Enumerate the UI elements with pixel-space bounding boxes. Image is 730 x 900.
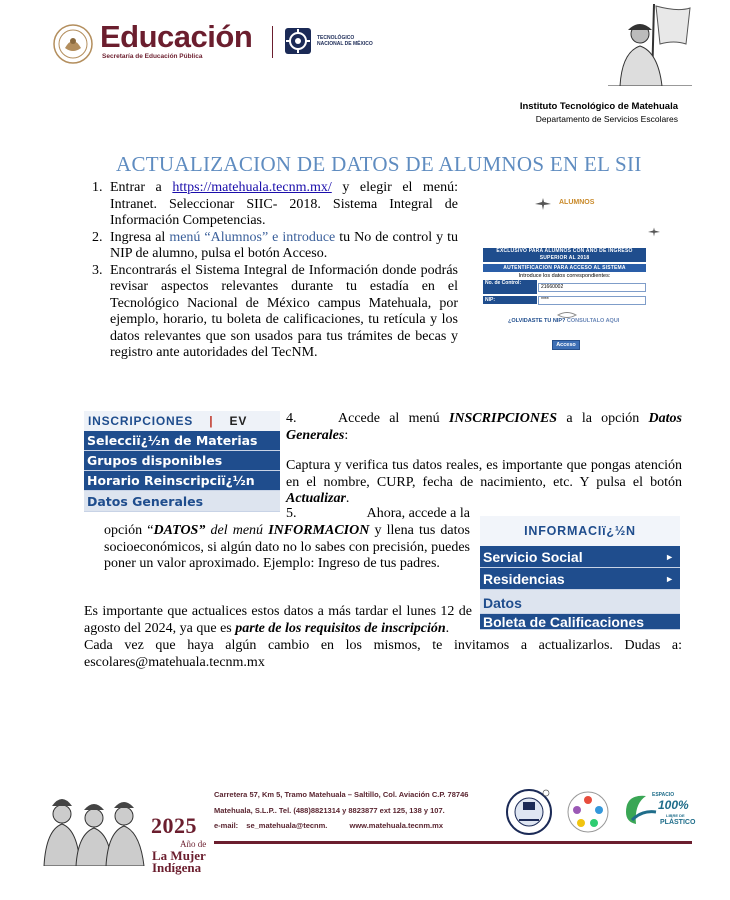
step-4-inscripciones: INSCRIPCIONES — [448, 411, 558, 426]
year-2025: 2025 — [151, 813, 197, 838]
step-4-detail — [286, 458, 682, 508]
closing-paragraph-1 — [84, 604, 472, 637]
eagle-icon — [535, 197, 551, 209]
informacion-menu-screenshot — [480, 516, 680, 630]
espacio-sub2: PLÁSTICO — [660, 819, 696, 826]
step-1-text-b: y elegir el menú: Intranet. Seleccionar SIIC- 2018. Sistema Integral de Información Competencias. — [110, 180, 459, 228]
step-4-text-c: a la opción — [557, 411, 649, 426]
inscripciones-menu-title[interactable]: INSCRIPCIONES — [88, 414, 194, 428]
year-caption-1: Año de — [180, 839, 207, 849]
step-5-text-d: del menú — [205, 523, 269, 538]
step-4-text-a: Accede al menú — [338, 411, 449, 426]
acceso-button[interactable]: Acceso — [552, 340, 580, 350]
forgot-nip-link[interactable]: CONSULTALO AQUI — [566, 318, 620, 324]
footer-address — [214, 789, 514, 832]
espacio-pct: 100% — [658, 798, 689, 812]
step-5-informacion: INFORMACION — [268, 523, 370, 538]
footer-email-label: e-mail: — [214, 821, 239, 830]
tec-seal-icon — [505, 788, 553, 836]
nip-label: NIP: — [483, 296, 537, 304]
espacio-label: ESPACIO — [652, 792, 675, 798]
step-4-number: 4. — [286, 411, 297, 426]
heroine-illustration-icon — [608, 4, 692, 86]
step-2-text-a: Ingresa al — [110, 229, 170, 245]
tecnm-name-line1: TECNOLÓGICO — [317, 35, 355, 41]
step-5-body — [104, 523, 470, 573]
indigenous-women-illustration-icon — [40, 790, 148, 866]
footer-contact — [214, 820, 514, 832]
nip-input[interactable]: **** — [538, 296, 646, 305]
alumnos-login-screenshot — [478, 190, 663, 360]
control-input[interactable]: 21660002 — [538, 283, 646, 292]
header-divider — [272, 26, 273, 58]
step-4-detail-text-c: . — [345, 491, 350, 506]
espacio-sub1: LIBRE DE — [666, 813, 685, 818]
page-title: ACTUALIZACION DE DATOS DE ALUMNOS EN EL SII — [116, 152, 642, 176]
auth-bar: AUTENTIFICACION PARA ACCESO AL SISTEMA — [483, 264, 646, 272]
step-4-datos-generales: Datos Generales — [286, 411, 682, 443]
closing-text-a: Es importante que actualices estos datos a más tardar el lunes 12 de agosto del 2024, ya que es — [84, 604, 472, 636]
year-caption-2: La Mujer — [152, 848, 206, 863]
step-5-head — [286, 506, 470, 523]
footer-line-1: Carretera 57, Km 5, Tramo Matehuala – Saltillo, Col. Aviación C.P. 78746 — [214, 790, 469, 799]
sep-seal-icon — [53, 24, 93, 64]
auth-instruction: Introduce los datos correspondientes: — [518, 273, 611, 279]
step-4-text-e: : — [344, 427, 349, 443]
step-4 — [286, 411, 682, 444]
closing-requisitos: parte de los requisitos de inscripción — [235, 620, 446, 636]
menu-item-grupos-disponibles[interactable]: Grupos disponibles — [84, 451, 280, 471]
tecnm-name-line2: NACIONAL DE MÉXICO — [317, 41, 373, 47]
step-2-menu-alumnos: menú “Alumnos” e introduce — [169, 229, 336, 245]
control-label: No. de Control: — [483, 280, 537, 294]
inclusion-seal-icon — [566, 790, 610, 834]
matehuala-link[interactable]: https://matehuala.tecnm.mx/ — [172, 180, 332, 195]
logo-subtitle: Secretaría de Educación Pública — [102, 53, 203, 60]
menu-item-datos-generales[interactable]: Datos Generales — [84, 491, 280, 512]
menu-item-residencias[interactable] — [480, 568, 680, 590]
reload-icon — [556, 305, 578, 311]
menu-item-boleta[interactable]: Boleta de Calificaciones — [480, 614, 680, 630]
closing-paragraph-2: Cada vez que haya algún cambio en los mismos, te invitamos a actualizarlos. Dudas a: escolares@matehuala.tecnm.mx — [84, 638, 682, 670]
inscripciones-menu-next[interactable]: EV — [229, 414, 248, 428]
step-5-text-f: y llena tus datos socioeconómicos, si algún dato no lo sabes con precisión, puedes poner un valor aproximado. Ejemplo: Ingreso de tus padres. — [104, 523, 470, 571]
step-4-detail-text-a: Captura y verifica tus datos reales, es importante que pongas atención en el nombre, CURP, fecha de nacimiento, etc. Y pulsa el botón — [286, 458, 682, 490]
step-5-text-b: opción “ — [104, 523, 154, 538]
step-1-text-a: Entrar a — [110, 180, 173, 195]
alumnos-label: ALUMNOS — [559, 199, 595, 206]
institute-block — [358, 101, 678, 124]
step-5-number: 5. — [286, 506, 297, 521]
inscripciones-menu-separator: | — [209, 414, 214, 428]
exclusive-banner-line1: EXCLUSIVO PARA ALUMNOS CON AÑO DE INGRESO — [496, 248, 633, 254]
menu-item-servicio-social-label: Servicio Social — [483, 549, 583, 565]
plastic-free-icon — [622, 790, 696, 834]
footer-web[interactable]: www.matehuala.tecnm.mx — [349, 821, 443, 830]
year-caption — [152, 838, 206, 874]
forgot-nip — [508, 318, 619, 324]
closing-text-c: . — [445, 620, 450, 636]
footer-line-2: Matehuala, S.L.P.. Tel. (488)8821314 y 8823877 ext 125, 138 y 107. — [214, 805, 445, 815]
chevron-right-icon: ► — [665, 574, 674, 584]
department-name: Departamento de Servicios Escolares — [535, 114, 678, 124]
institute-name: Instituto Tecnológico de Matehuala — [519, 101, 678, 112]
year-caption-3: Indígena — [152, 860, 202, 875]
menu-item-datos[interactable]: Datos — [480, 590, 680, 614]
step-2 — [106, 230, 458, 263]
step-5-text-a: Ahora, accede a la — [366, 506, 470, 521]
menu-item-residencias-label: Residencias — [483, 571, 565, 587]
footer-divider — [214, 841, 692, 844]
step-3-text: Encontrarás el Sistema Integral de Información donde podrás revisar aspectos relevantes durante tu estadía en el Tecnológico Nacional de México campus Matehuala, por ejemplo, horario, tu boleta de calificaciones, tu retícula y los datos relevantes que son usados para tus trámites de becas y registro ante autoridades del TecNM. — [110, 262, 458, 360]
menu-item-horario-reinscripcion[interactable]: Horario Reinscripciï¿½n — [84, 471, 280, 491]
inscripciones-menu-head — [84, 411, 280, 431]
steps-list — [84, 180, 458, 362]
menu-item-servicio-social[interactable] — [480, 546, 680, 568]
step-3 — [106, 263, 458, 362]
step-1 — [106, 180, 458, 230]
informacion-menu-head — [480, 516, 680, 546]
eagle-icon-small — [648, 224, 660, 234]
footer-email[interactable]: se_matehuala@tecnm. — [246, 821, 328, 830]
menu-item-seleccion-materias[interactable]: Selecciï¿½n de Materias — [84, 431, 280, 451]
tecnm-logo-icon — [283, 26, 313, 56]
informacion-menu-title[interactable]: INFORMACIï¿½N — [524, 524, 636, 538]
chevron-right-icon: ► — [665, 552, 674, 562]
exclusive-banner — [483, 248, 646, 262]
step-2-text-c: tu No de control y tu NIP de alumno, pulsa el botón Acceso. — [110, 229, 459, 261]
step-5-datos: DATOS” — [153, 523, 206, 538]
tecnm-name — [317, 35, 373, 47]
exclusive-banner-line2: SUPERIOR AL 2018 — [539, 255, 590, 261]
step-4-actualizar: Actualizar — [286, 491, 346, 506]
inscripciones-menu-screenshot — [84, 411, 280, 512]
forgot-nip-question: ¿OLVIDASTE TU NIP? — [508, 318, 566, 324]
logo-title: Educación — [100, 19, 253, 54]
